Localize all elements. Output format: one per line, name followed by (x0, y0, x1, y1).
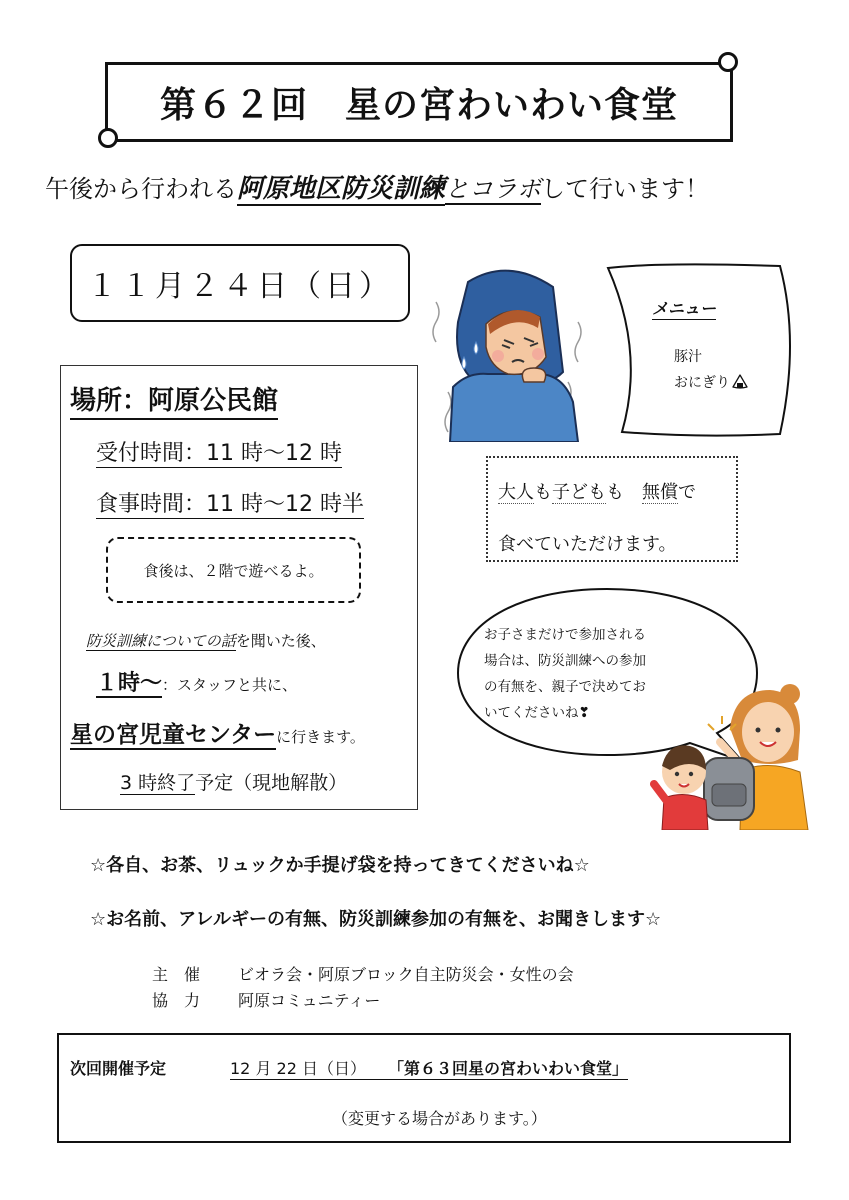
drill-talk-rest: を聞いた後、 (235, 632, 326, 650)
bubble-line-4: いてくださいね❣ (484, 705, 590, 721)
after-meal-note-box (106, 537, 361, 603)
menu-item-rice-ball (674, 372, 748, 392)
next-event-note: （変更する場合があります。） (332, 1109, 547, 1128)
parent-child-illustration (650, 680, 810, 830)
host-names: ビオラ会・阿原ブロック自主防災会・女性の会 (238, 965, 574, 984)
end-time-line (120, 768, 347, 795)
center-line (70, 716, 365, 749)
scroll-curl-bottom (98, 128, 118, 148)
free-de: で (678, 482, 696, 503)
meal-time: 食事時間：11 時〜12 時半 (96, 487, 364, 519)
menu-heading: メニュー (652, 296, 716, 320)
drill-talk-text: 防災訓練についての話 (86, 632, 236, 650)
coop-label: 協 力 (152, 991, 201, 1010)
after-meal-note: 食後は、２階で遊べるよ。 (143, 561, 324, 580)
free-mo1: も (534, 482, 552, 503)
reception-time: 受付時間：11 時〜12 時 (96, 436, 342, 468)
bubble-line-3: の有無を、親子で決めてお (484, 679, 646, 695)
bubble-line-2: 場合は、防災訓練への参加 (484, 653, 646, 669)
scroll-curl-top (718, 52, 738, 72)
onigiri-icon (732, 374, 748, 389)
free-adults: 大人 (498, 482, 534, 503)
drill-talk-line (86, 630, 326, 651)
start-time-rest: ：スタッフと共に、 (162, 676, 298, 694)
free-mo2: も (606, 482, 642, 503)
menu-item-rice-ball-label: おにぎり (674, 375, 730, 391)
subtitle (45, 168, 805, 205)
center-rest: に行きます。 (276, 728, 365, 746)
start-time: １時〜 (96, 671, 163, 696)
subtitle-highlight: 阿原地区防災訓練 (237, 174, 446, 204)
notice-bring-items: ☆各自、お茶、リュックか手提げ袋を持ってきてくださいね☆ (90, 855, 590, 876)
notice-allergy: ☆お名前、アレルギーの有無、防災訓練参加の有無を、お聞きします☆ (90, 909, 662, 930)
event-date: １１月２４日（日） (87, 269, 393, 304)
next-event-date-line (230, 1056, 628, 1080)
host-label: 主 催 (152, 965, 201, 984)
subtitle-prefix: 午後から行われる (45, 175, 237, 203)
end-time-rest: 予定（現地解散） (195, 772, 348, 794)
childrens-center: 星の宮児童センター (70, 722, 277, 748)
subtitle-suffix: して行います！ (541, 175, 710, 203)
bubble-line-1: お子さまだけで参加される (484, 627, 646, 643)
start-time-line (96, 666, 297, 697)
page-title: 第６２回 星の宮わいわい食堂 (159, 84, 678, 126)
subtitle-collab: コラボ (469, 175, 542, 203)
menu-item-pork-soup: 豚汁 (674, 349, 702, 365)
free-kids: 子ども (552, 482, 606, 503)
speech-bubble-text (484, 622, 646, 726)
end-time: 3 時終了 (120, 772, 196, 794)
next-event-title: 「第６３回星の宮わいわい食堂」 (387, 1059, 628, 1078)
free-label: 無償 (642, 482, 678, 503)
subtitle-to: と (445, 175, 470, 203)
hooded-person-illustration (428, 262, 593, 442)
title-banner (105, 62, 733, 142)
coop-name: 阿原コミュニティー (238, 991, 381, 1010)
next-event-label: 次回開催予定 (70, 1059, 167, 1078)
next-event-date: 12 月 22 日（日） (230, 1059, 366, 1078)
event-date-box (70, 244, 410, 322)
venue-place: 場所：阿原公民館 (70, 380, 278, 420)
free-meal-line2: 食べていただけます。 (498, 534, 677, 555)
free-meal-line1 (498, 478, 696, 504)
